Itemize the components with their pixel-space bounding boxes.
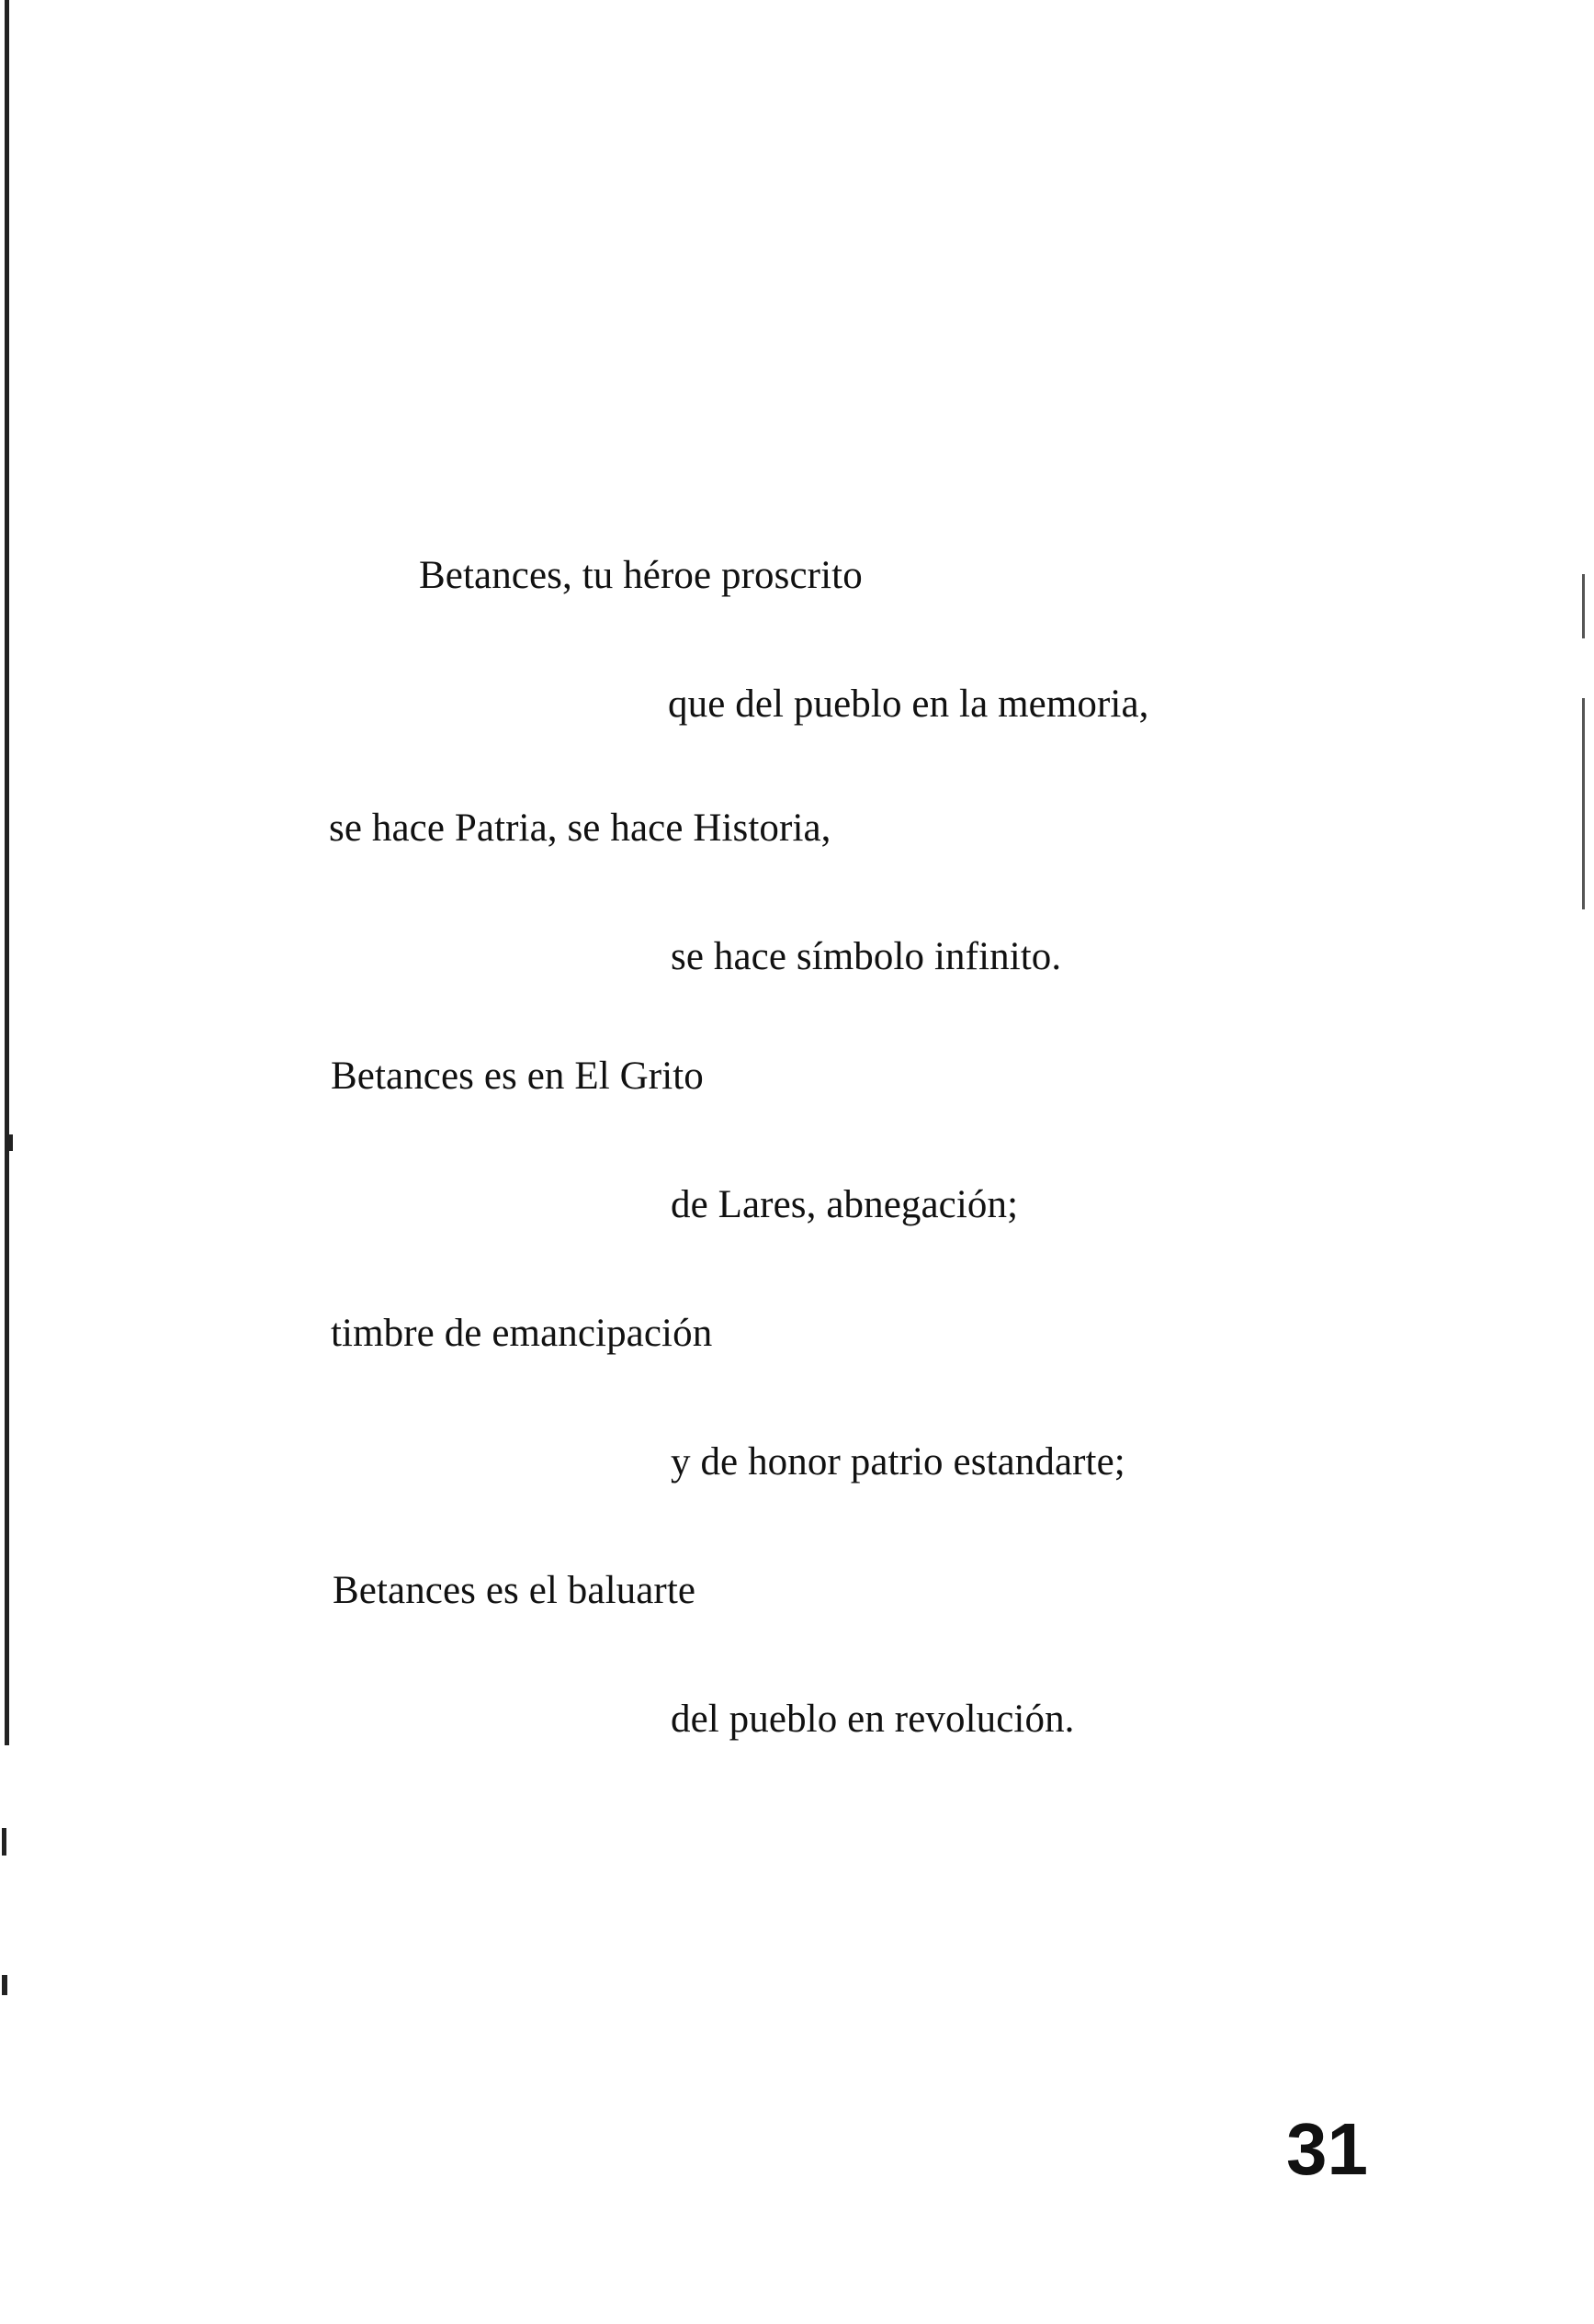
poem-line-1: Betances, tu héroe proscrito — [419, 554, 863, 597]
poem-line-8: y de honor patrio estandarte; — [671, 1440, 1125, 1484]
page-number: 31 — [1286, 2108, 1368, 2190]
page-edge-mark — [1582, 698, 1585, 909]
page-edge-mark — [1582, 574, 1585, 638]
poem-line-9: Betances es el baluarte — [333, 1569, 696, 1612]
poem-line-3: se hace Patria, se hace Historia, — [329, 807, 831, 850]
poem-line-2: que del pueblo en la memoria, — [668, 683, 1149, 726]
poem-line-7: timbre de emancipación — [331, 1312, 713, 1355]
binding-edge-mark — [7, 1134, 13, 1151]
poem-line-6: de Lares, abnegación; — [671, 1183, 1019, 1226]
binding-edge-mark — [2, 1828, 6, 1856]
poem-line-5: Betances es en El Grito — [331, 1055, 704, 1098]
poem-line-4: se hace símbolo infinito. — [671, 935, 1062, 978]
binding-edge-mark — [2, 1975, 7, 1995]
binding-edge-line — [5, 0, 9, 1745]
poem-line-10: del pueblo en revolución. — [671, 1698, 1075, 1741]
